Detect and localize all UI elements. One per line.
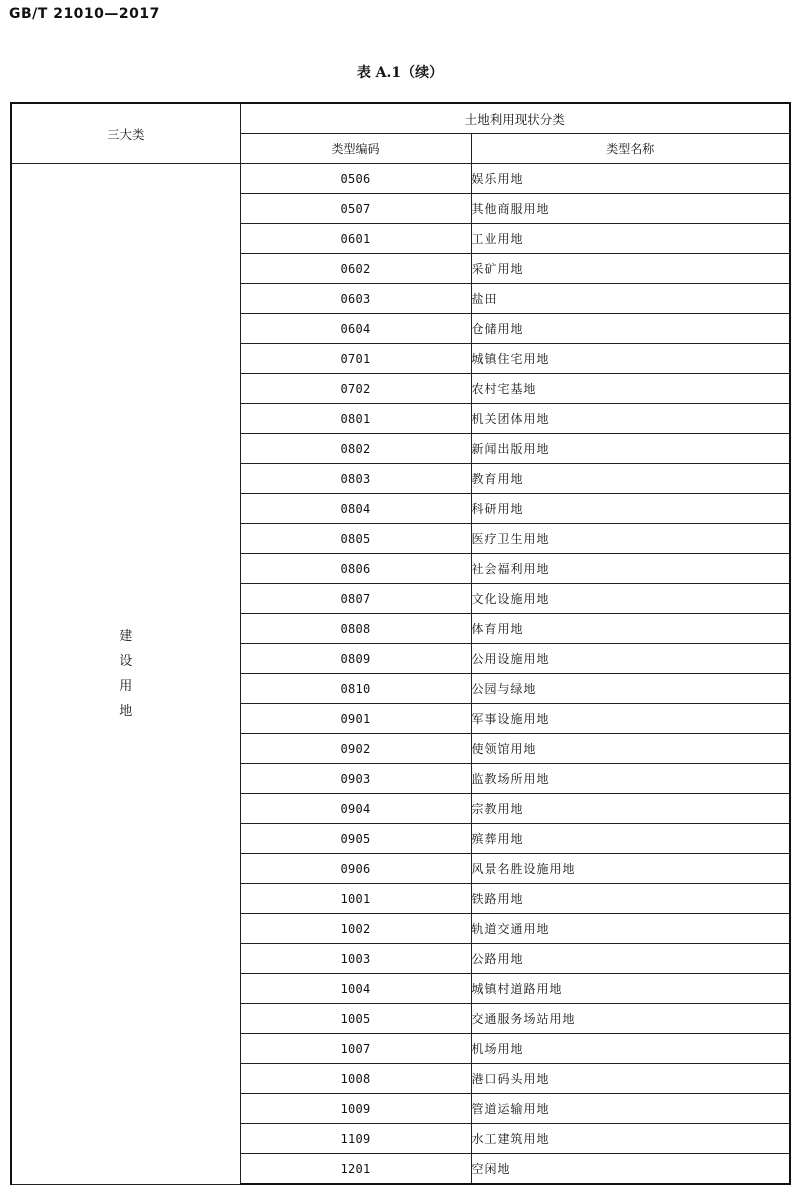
- type-name-cell: 新闻出版用地: [471, 434, 790, 464]
- type-name-cell: 社会福利用地: [471, 554, 790, 584]
- type-code-cell: 1007: [240, 1034, 471, 1064]
- type-code-cell: 1004: [240, 974, 471, 1004]
- type-code-cell: 1003: [240, 944, 471, 974]
- type-name-header: 类型名称: [471, 134, 790, 164]
- type-name-cell: 教育用地: [471, 464, 790, 494]
- type-code-cell: 0806: [240, 554, 471, 584]
- type-code-cell: 0901: [240, 704, 471, 734]
- standard-number: GB/T 21010—2017: [9, 6, 160, 22]
- type-code-cell: 1005: [240, 1004, 471, 1034]
- type-name-cell: 管道运输用地: [471, 1094, 790, 1124]
- type-code-cell: 1109: [240, 1124, 471, 1154]
- type-code-cell: 0906: [240, 854, 471, 884]
- type-code-cell: 0902: [240, 734, 471, 764]
- type-code-cell: 0801: [240, 404, 471, 434]
- type-name-cell: 风景名胜设施用地: [471, 854, 790, 884]
- type-code-header: 类型编码: [240, 134, 471, 164]
- type-name-cell: 使领馆用地: [471, 734, 790, 764]
- type-name-cell: 宗教用地: [471, 794, 790, 824]
- type-name-cell: 公用设施用地: [471, 644, 790, 674]
- type-code-cell: 0507: [240, 194, 471, 224]
- type-code-cell: 0804: [240, 494, 471, 524]
- type-code-cell: 1201: [240, 1154, 471, 1185]
- type-name-cell: 交通服务场站用地: [471, 1004, 790, 1034]
- type-name-cell: 文化设施用地: [471, 584, 790, 614]
- type-name-cell: 殡葬用地: [471, 824, 790, 854]
- type-name-cell: 港口码头用地: [471, 1064, 790, 1094]
- type-code-cell: 1002: [240, 914, 471, 944]
- type-name-cell: 盐田: [471, 284, 790, 314]
- type-code-cell: 0905: [240, 824, 471, 854]
- type-name-cell: 城镇村道路用地: [471, 974, 790, 1004]
- type-name-cell: 仓储用地: [471, 314, 790, 344]
- type-name-cell: 公园与绿地: [471, 674, 790, 704]
- major-class-char: 建: [119, 628, 133, 644]
- land-use-classification-table: [10, 102, 791, 1185]
- type-code-cell: 1001: [240, 884, 471, 914]
- type-code-cell: 0808: [240, 614, 471, 644]
- major-class-char: 设: [119, 653, 133, 669]
- major-class-char: 地: [119, 703, 133, 719]
- type-code-cell: 0702: [240, 374, 471, 404]
- type-code-cell: 0603: [240, 284, 471, 314]
- type-name-cell: 军事设施用地: [471, 704, 790, 734]
- type-name-cell: 农村宅基地: [471, 374, 790, 404]
- type-name-cell: 空闲地: [471, 1154, 790, 1185]
- type-code-cell: 0802: [240, 434, 471, 464]
- type-code-cell: 0807: [240, 584, 471, 614]
- table-title: 表 A.1（续）: [356, 65, 444, 81]
- type-name-cell: 机场用地: [471, 1034, 790, 1064]
- table-body: [11, 164, 790, 1185]
- type-name-cell: 监教场所用地: [471, 764, 790, 794]
- type-name-cell: 公路用地: [471, 944, 790, 974]
- type-name-cell: 体育用地: [471, 614, 790, 644]
- type-code-cell: 0805: [240, 524, 471, 554]
- type-code-cell: 0809: [240, 644, 471, 674]
- type-name-cell: 医疗卫生用地: [471, 524, 790, 554]
- type-name-cell: 机关团体用地: [471, 404, 790, 434]
- type-code-cell: 0601: [240, 224, 471, 254]
- type-code-cell: 0903: [240, 764, 471, 794]
- type-code-cell: 0904: [240, 794, 471, 824]
- type-name-cell: 水工建筑用地: [471, 1124, 790, 1154]
- type-name-cell: 采矿用地: [471, 254, 790, 284]
- type-name-cell: 轨道交通用地: [471, 914, 790, 944]
- type-name-cell: 工业用地: [471, 224, 790, 254]
- major-class-cell: [11, 164, 240, 1185]
- type-code-cell: 0701: [240, 344, 471, 374]
- type-name-cell: 其他商服用地: [471, 194, 790, 224]
- type-name-cell: 铁路用地: [471, 884, 790, 914]
- major-class-header: 三大类: [11, 103, 240, 164]
- type-name-cell: 城镇住宅用地: [471, 344, 790, 374]
- type-code-cell: 0506: [240, 164, 471, 194]
- type-code-cell: 0810: [240, 674, 471, 704]
- type-name-cell: 娱乐用地: [471, 164, 790, 194]
- type-name-cell: 科研用地: [471, 494, 790, 524]
- table-row: [11, 164, 790, 194]
- type-code-cell: 0604: [240, 314, 471, 344]
- major-class-char: 用: [119, 678, 133, 694]
- classification-header: 土地利用现状分类: [240, 103, 790, 134]
- type-code-cell: 0602: [240, 254, 471, 284]
- type-code-cell: 1008: [240, 1064, 471, 1094]
- type-code-cell: 1009: [240, 1094, 471, 1124]
- table-header-row-1: [11, 103, 790, 134]
- type-code-cell: 0803: [240, 464, 471, 494]
